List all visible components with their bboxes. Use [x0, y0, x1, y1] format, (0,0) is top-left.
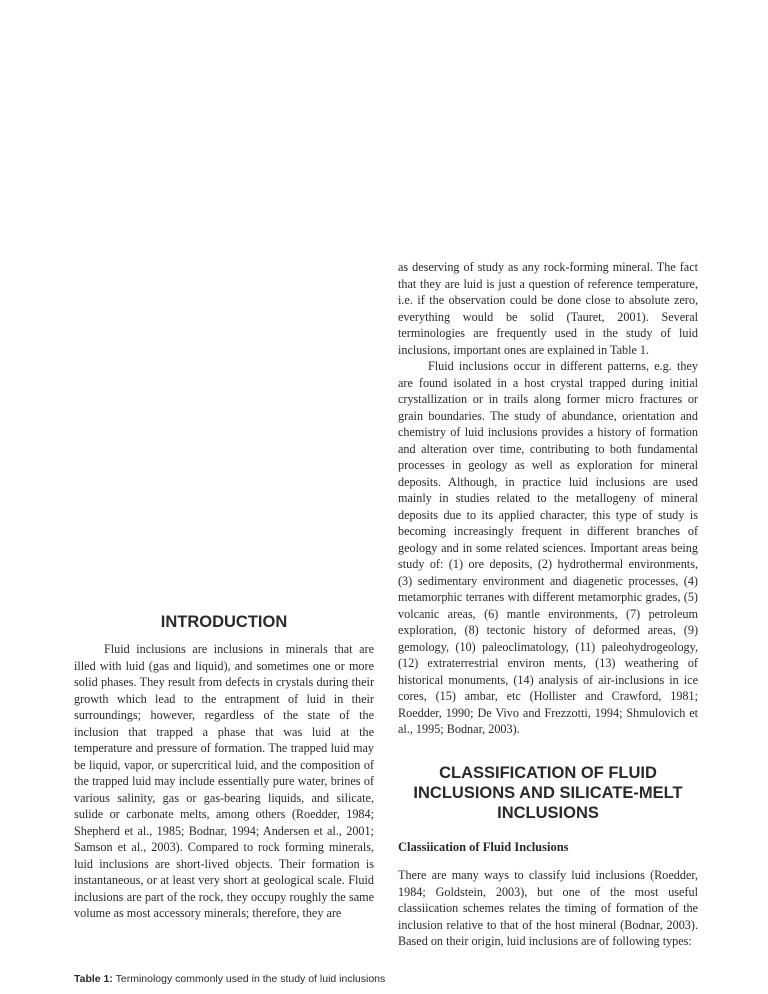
- right-column: [398, 259, 698, 950]
- continuation-paragraph: as deserving of study as any rock-forming mineral. The fact that they are luid is just a question of reference temperature, i.e. if the observation could be done close to absolute zero, everything would be solid (Tauret, 2001). Several terminologies are frequently used in the study of luid inclusions, important ones are explained in Table 1.: [398, 260, 698, 357]
- table-caption: [74, 973, 394, 985]
- introduction-heading: INTRODUCTION: [160, 613, 288, 631]
- left-column: [74, 612, 374, 922]
- table-caption-text: Terminology commonly used in the study of luid inclusions: [112, 973, 386, 985]
- classification-subheading: Classiication of Fluid Inclusions: [398, 839, 569, 854]
- classification-paragraph: There are many ways to classify luid inclusions (Roedder, 1984; Goldstein, 2003), but one of the most useful classiication schemes relates the timing of formation of the inclusion relative to that of the host mineral (Bodnar, 2003). Based on their origin, luid inclusions are of following types:: [398, 868, 698, 948]
- table-caption-label: Table 1:: [74, 973, 113, 985]
- classification-heading: CLASSIFICATION OF FLUID INCLUSIONS AND SILICATE-MELT INCLUSIONS: [413, 763, 683, 822]
- introduction-paragraph: Fluid inclusions are inclusions in minerals that are illed with luid (gas and liquid), and sometimes one or more solid phases. They result from defects in crystals during their growth which lead to the entrapment of luid in their surroundings; however, regardless of the state of the inclusion that trapped a phase that was luid at the temperature and pressure of formation. The trapped luid may be liquid, vapor, or supercritical luid, and the composition of the trapped luid may include essentially pure water, brines of various salinity, gas or gas-bearing liquids, and silicate, sulide or carbonate melts, among others (Roedder, 1984; Shepherd et al., 1985; Bodnar, 1994; Andersen et al., 2001; Samson et al., 2003). Compared to rock forming minerals, luid inclusions are short-lived objects. Their formation is instantaneous, or at least very short at geological scale. Fluid inclusions are part of the rock, they occupy roughly the same volume as most accessory minerals; therefore, they are: [74, 642, 374, 920]
- fluid-inclusion-patterns-paragraph: Fluid inclusions occur in different patterns, e.g. they are found isolated in a host crystal trapped during initial crystallization or in trails along former micro fractures or grain boundaries. The study of abundance, orientation and chemistry of luid inclusions provides a history of formation and alteration over time, contributing to both fundamental processes in geology as well as exploration for mineral deposits. Although, in practice luid inclusions are used mainly in studies related to the metallogeny of mineral deposits due to its applied character, this type of study is becoming increasingly frequent in different branches of geology and in some related sciences. Important areas being study of: (1) ore deposits, (2) hydrothermal environments, (3) sedimentary environment and diagenetic processes, (4) metamorphic terranes with different metamorphic grades, (5) volcanic areas, (6) mantle environments, (7) petroleum exploration, (8) tectonic history of deformed areas, (9) gemology, (10) paleoclimatology, (11) paleohydrogeology, (12) extraterrestrial environ ments, (13) weathering of historical monuments, (14) analysis of air-inclusions in ice cores, (15) ambar, etc (Hollister and Crawford, 1981; Roedder, 1990; De Vivo and Frezzotti, 1994; Shmulovich et al., 1995; Bodnar, 2003).: [398, 359, 698, 736]
